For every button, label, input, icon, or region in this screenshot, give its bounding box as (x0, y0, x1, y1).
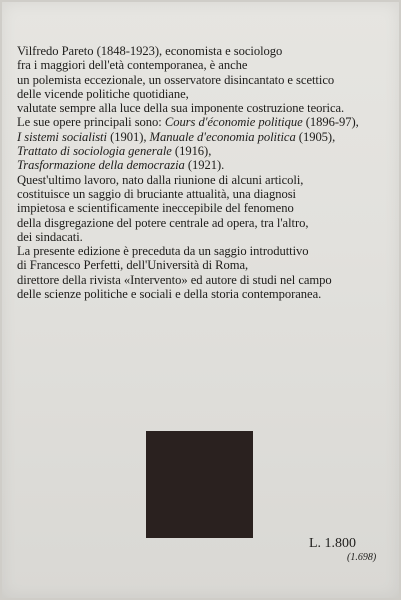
blurb-text-run: costituisce un saggio di bruciante attualità, una diagnosi (17, 186, 296, 201)
blurb-text-run: (1896-97), (302, 115, 359, 130)
blurb-line (17, 273, 393, 287)
price-secondary: (1.698) (347, 552, 377, 563)
blurb-text-run: di Francesco Perfetti, dell'Università di Roma, (17, 258, 249, 273)
blurb-line (17, 230, 393, 244)
blurb-text-run: dei sindacati. (17, 229, 83, 244)
blurb-text-run: La presente edizione è preceduta da un saggio introduttivo (17, 244, 309, 259)
blurb-line (17, 216, 393, 230)
blurb-line (17, 244, 393, 258)
blurb-line (17, 287, 393, 301)
blurb-text-run: direttore della rivista «Intervento» ed autore di studi nel campo (17, 272, 332, 287)
cover-dark-square (146, 431, 253, 538)
blurb-line (17, 144, 393, 158)
price-label: L. 1.800 (309, 536, 357, 551)
blurb-line (17, 258, 393, 272)
blurb-line (17, 115, 393, 129)
blurb-line (17, 101, 393, 115)
blurb-text-run: (1916), (171, 144, 212, 159)
blurb-text-run: Vilfredo Pareto (1848-1923), economista e sociologo (17, 44, 283, 58)
blurb-text-run: Le sue opere principali sono: (17, 115, 165, 130)
blurb-text-run: delle scienze politiche e sociali e della storia contemporanea. (17, 287, 322, 302)
book-title: Cours d'économie politique (164, 115, 303, 130)
book-title: I sistemi socialisti (17, 129, 107, 144)
blurb-text-run: (1921). (184, 158, 225, 173)
blurb-text-run: fra i maggiori dell'età contemporanea, è anche (17, 58, 248, 73)
blurb-text-run: (1905), (295, 129, 336, 144)
blurb-line (17, 58, 393, 72)
blurb-text-run: Quest'ultimo lavoro, nato dalla riunione di alcuni articoli, (17, 172, 304, 187)
blurb-line (17, 187, 393, 201)
blurb-text-run: della disgregazione del potere centrale ad opera, tra l'altro, (17, 215, 309, 230)
blurb-text-run: un polemista eccezionale, un osservatore disincantato e scettico (17, 72, 335, 87)
blurb-text (17, 44, 393, 301)
blurb-line (17, 87, 393, 101)
book-title: Trattato di sociologia generale (17, 144, 172, 159)
blurb-text-run: delle vicende politiche quotidiane, (17, 86, 189, 101)
blurb-text-run: valutate sempre alla luce della sua imponente costruzione teorica. (17, 101, 345, 116)
blurb-line (17, 201, 393, 215)
blurb-text-run: (1901), (106, 129, 150, 144)
book-title: Manuale d'economia politica (149, 129, 296, 144)
blurb-text-run: impietosa e scientificamente ineccepibile del fenomeno (17, 201, 294, 216)
book-title: Trasformazione della democrazia (17, 158, 185, 173)
blurb-line (17, 158, 393, 172)
blurb-line (17, 130, 393, 144)
blurb-line (17, 44, 393, 58)
blurb-line (17, 173, 393, 187)
blurb-line (17, 73, 393, 87)
price-block (309, 536, 379, 564)
